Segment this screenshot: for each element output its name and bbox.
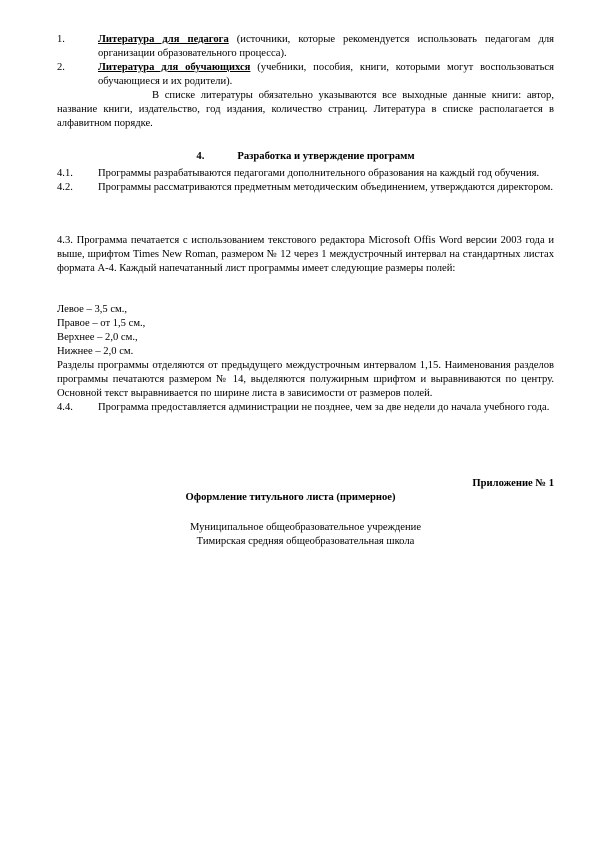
margin-right: Правое – от 1,5 см., [57, 318, 146, 329]
item-text: (учебники, пособия, книги, которыми могут воспользоваться обучающиеся и их родители). [98, 62, 554, 87]
appendix [57, 477, 554, 549]
paragraph-4-3 [57, 234, 554, 276]
section-4 [57, 150, 554, 195]
literature-item-teachers [57, 33, 554, 61]
margin-left: Левое – 3,5 см., [57, 304, 128, 315]
literature-item-students [57, 61, 554, 89]
literature-note: В списке литературы обязательно указываются все выходные данные книги: автор, название книги, издательство, год издания, количество страниц. Литература в списке располагается в алфавитном порядке. [57, 90, 554, 129]
item-text: (источники, которые рекомендуется использовать педагогам для организации образовательного процесса). [98, 34, 554, 59]
paragraph-4-2: 4.2. Программы рассматриваются предметным методическим объединением, утверждаются директором. [57, 182, 554, 193]
margin-bottom: Нижнее – 2,0 см. [57, 346, 134, 357]
section-title: Разработка и утверждение программ [237, 151, 415, 162]
section-number: 4. [196, 151, 205, 162]
margin-top: Верхнее – 2,0 см., [57, 332, 138, 343]
sections-formatting-text: Разделы программы отделяются от предыдущего междустрочным интервалом 1,15. Наименования разделов программы печатаются размером № 14, выделяются полужирным шрифтом и выравниваются по центру. Основной текст выравнивается по ширине листа в зависимости от размеров полей. [57, 360, 554, 399]
section-heading [57, 150, 554, 164]
item-number: 1. [57, 34, 65, 45]
paragraph-4-1: 4.1. Программы разрабатываются педагогами дополнительного образования на каждый год обучения. [57, 168, 540, 179]
item-title: Литература для обучающихся [98, 62, 251, 73]
school-org-line: Муниципальное общеобразовательное учреждение [189, 522, 422, 533]
item-title: Литература для педагога [98, 34, 229, 45]
appendix-label: Приложение № 1 [472, 478, 554, 489]
school-name-line: Тимирская средняя общеобразовательная школа [196, 536, 415, 547]
paragraph-4-4: 4.4. Программа предоставляется администрации не позднее, чем за две недели до начала учебного года. [57, 402, 550, 413]
literature-list [57, 33, 554, 131]
margins-list [57, 303, 554, 415]
appendix-title: Оформление титульного листа (примерное) [185, 492, 396, 503]
item-number: 2. [57, 62, 65, 73]
paragraph-text: 4.3. Программа печатается с использованием текстового редактора Microsoft Offis Word версии 2003 года и выше, шрифтом Times New Roman, размером № 12 через 1 междустрочный интервал на стандартных листах формата А-4. Каждый напечатанный лист программы имеет следующие размеры полей: [57, 235, 554, 274]
